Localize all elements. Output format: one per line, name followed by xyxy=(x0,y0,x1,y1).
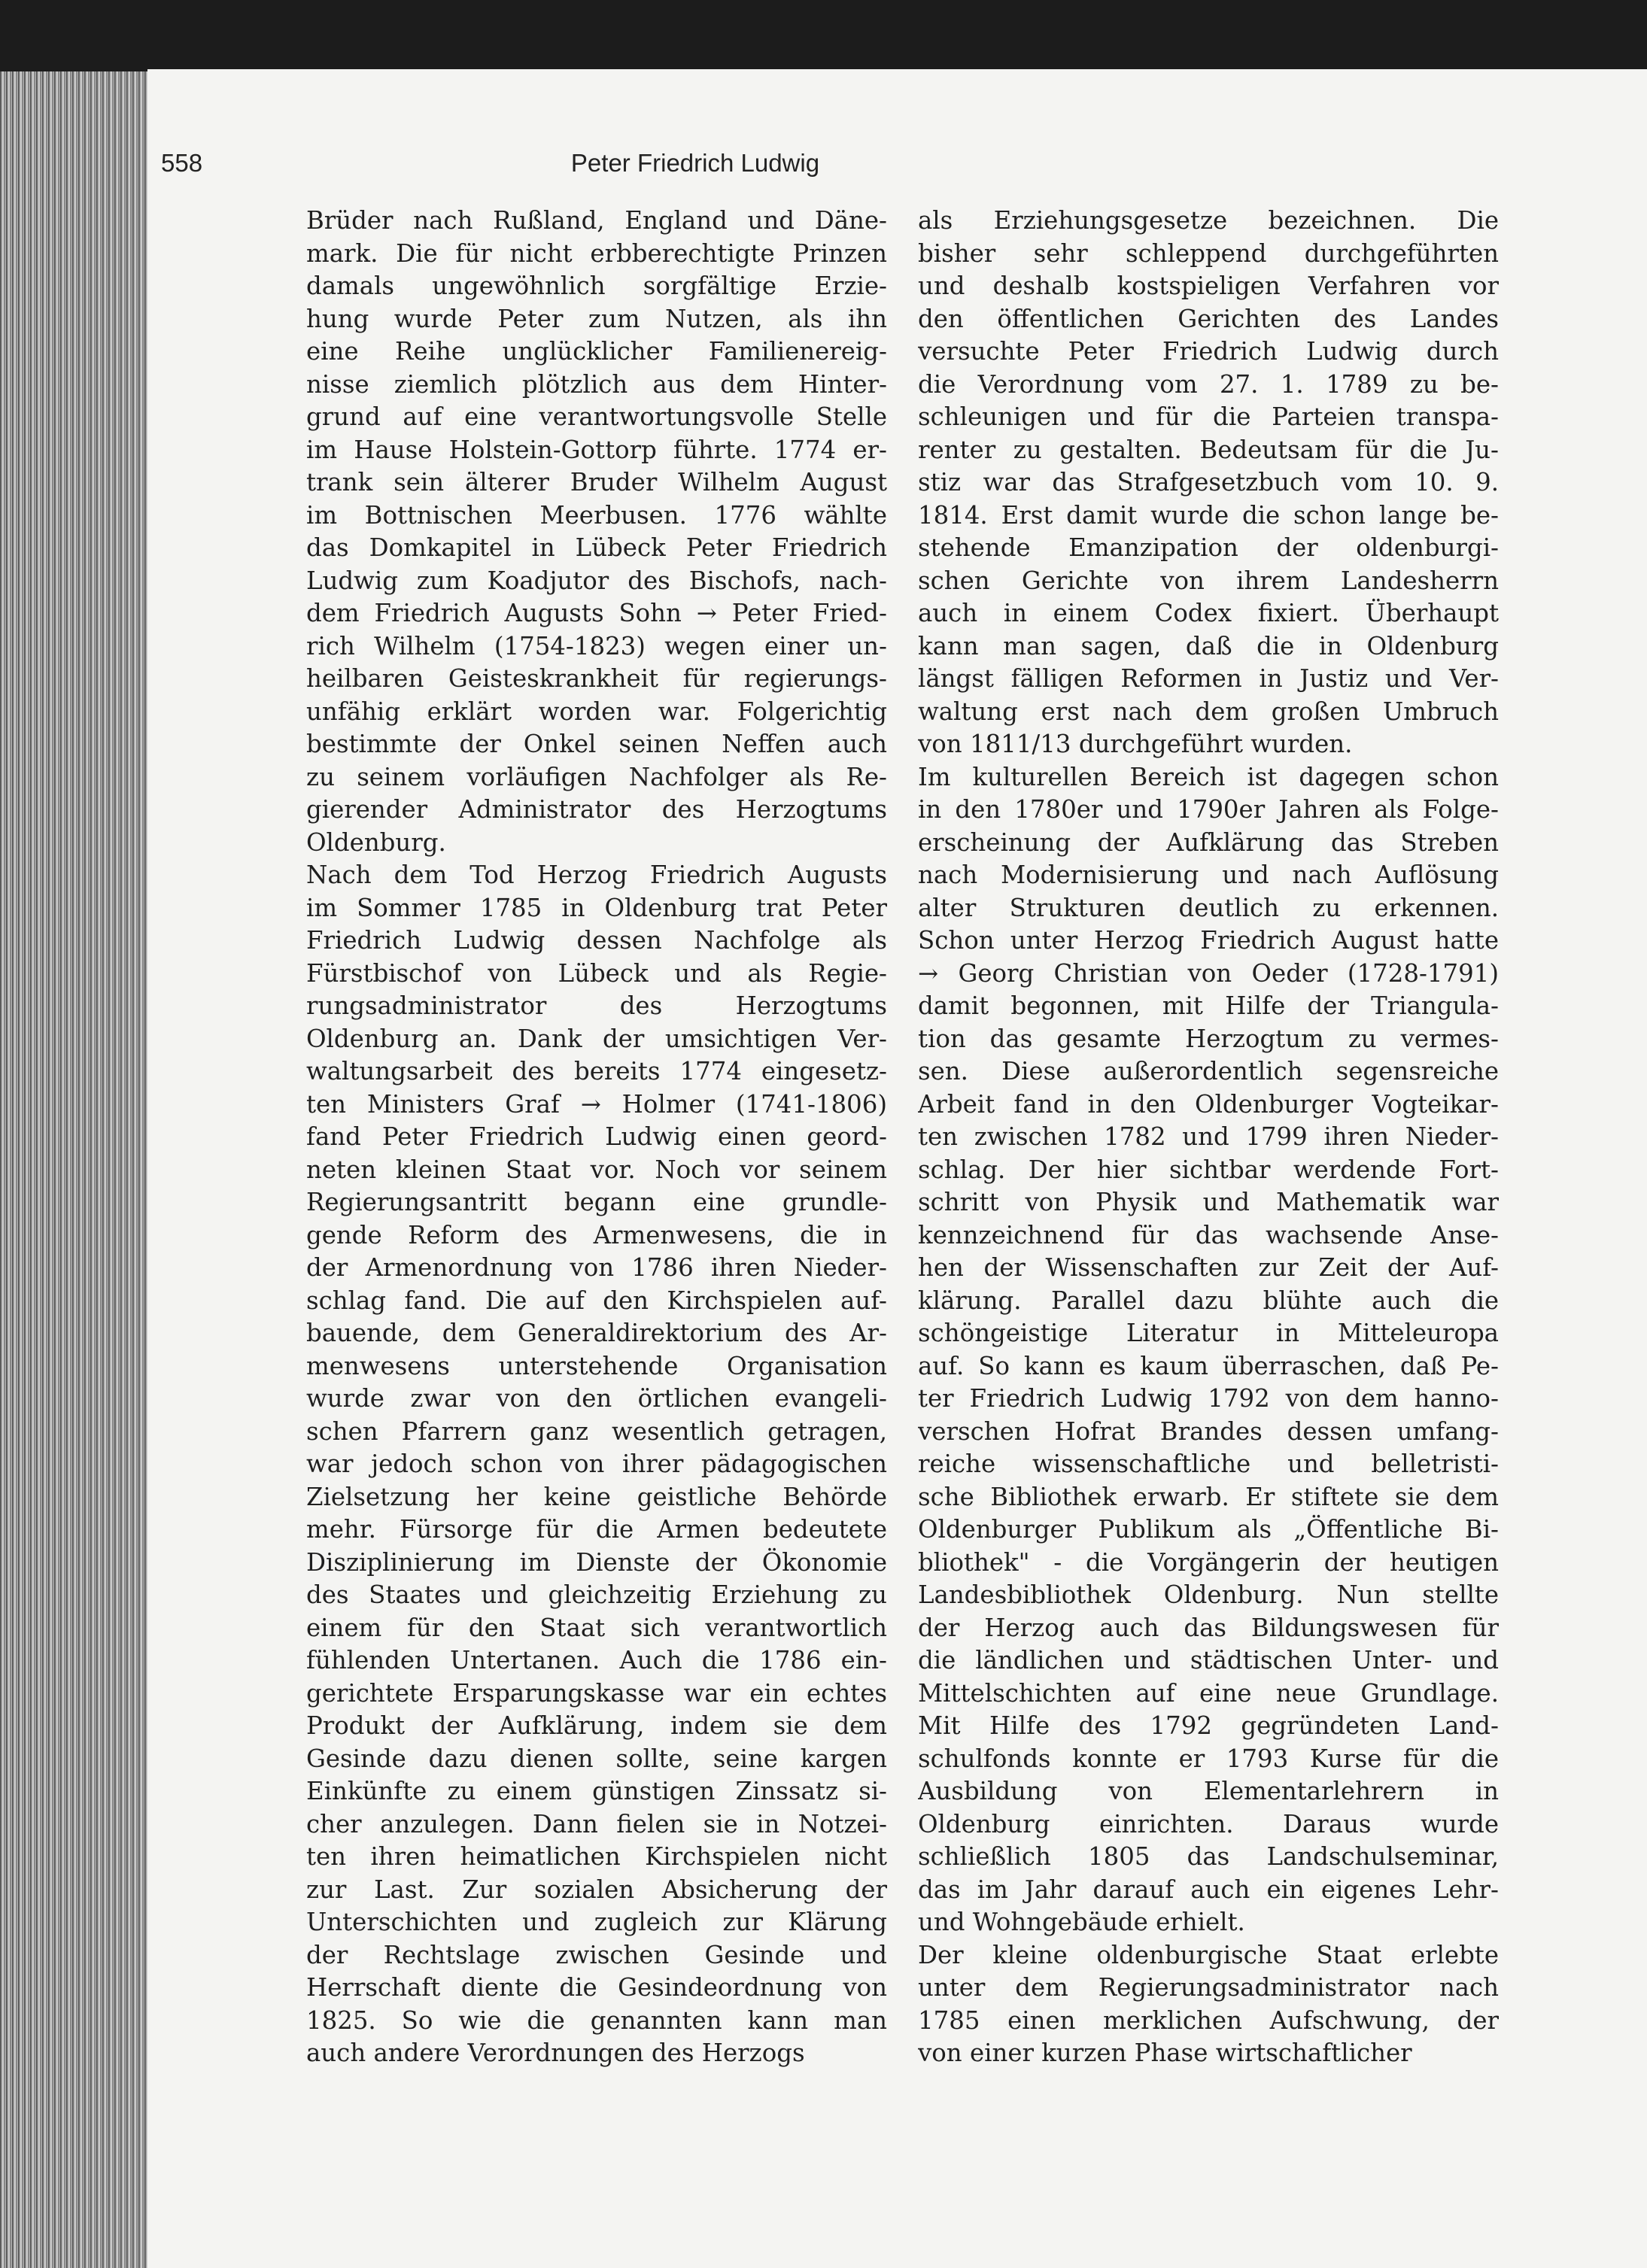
text-line: mehr. Fürsorge für die Armen bedeutete xyxy=(306,1515,887,1544)
text-line: Der kleine oldenburgische Staat erlebte xyxy=(918,1940,1499,1969)
text-line: bauende, dem Generaldirektorium des Ar- xyxy=(306,1319,887,1347)
text-line: trank sein älterer Bruder Wilhelm August xyxy=(306,468,887,496)
text-line: rich Wilhelm (1754-1823) wegen einer un- xyxy=(306,631,887,660)
text-line: unter dem Regierungsadministrator nach xyxy=(918,1973,1499,2002)
text-line: bestimmte der Onkel seinen Neffen auch xyxy=(306,730,887,758)
text-line: damals ungewöhnlich sorgfältige Erzie- xyxy=(306,272,887,300)
text-line: gerichtete Ersparungskasse war ein echtes xyxy=(306,1678,887,1708)
text-line: Gesinde dazu dienen sollte, seine kargen xyxy=(306,1744,887,1773)
text-line: kann man sagen, daß die in Oldenburg xyxy=(918,631,1499,660)
text-line: neten kleinen Staat vor. Noch vor seinem xyxy=(306,1155,887,1184)
text-line: Regierungsantritt begann eine grundle- xyxy=(306,1188,887,1216)
text-line: Mittelschichten auf eine neue Grundlage. xyxy=(918,1678,1499,1708)
text-line: Ausbildung von Elementarlehrern in xyxy=(918,1777,1499,1805)
text-line: Ludwig zum Koadjutor des Bischofs, nach- xyxy=(306,566,887,595)
text-line: menwesens unterstehende Organisation xyxy=(306,1351,887,1380)
text-line: heilbaren Geisteskrankheit für regierungs- xyxy=(306,664,887,693)
text-column-left xyxy=(306,205,887,2070)
text-line: von einer kurzen Phase wirtschaftlicher xyxy=(918,2039,1412,2067)
text-line: rungsadministrator des Herzogtums xyxy=(306,991,887,1020)
text-line: gierender Administrator des Herzogtums xyxy=(306,795,887,824)
text-line: ten zwischen 1782 und 1799 ihren Nieder- xyxy=(918,1122,1499,1151)
text-line: zu seinem vorläufigen Nachfolger als Re- xyxy=(306,762,887,791)
text-line: des Staates und gleichzeitig Erziehung zu xyxy=(306,1580,887,1609)
text-line: schleunigen und für die Parteien transpa- xyxy=(918,402,1499,431)
text-line: bliothek" - die Vorgängerin der heutigen xyxy=(918,1547,1499,1577)
text-line: schen Pfarrern ganz wesentlich getragen, xyxy=(306,1416,887,1446)
text-line: sen. Diese außerordentlich segensreiche xyxy=(918,1057,1499,1085)
text-line: Oldenburg einrichten. Daraus wurde xyxy=(918,1809,1499,1838)
text-line: im Bottnischen Meerbusen. 1776 wählte xyxy=(306,500,887,530)
text-line: erscheinung der Aufklärung das Streben xyxy=(918,827,1499,857)
text-line: auch andere Verordnungen des Herzogs xyxy=(306,2039,805,2067)
text-line: fand Peter Friedrich Ludwig einen geord- xyxy=(306,1122,887,1151)
text-line: sche Bibliothek erwarb. Er stiftete sie dem xyxy=(918,1482,1499,1511)
text-line: stiz war das Strafgesetzbuch vom 10. 9. xyxy=(918,468,1499,496)
text-line: Schon unter Herzog Friedrich August hatte xyxy=(918,926,1499,955)
text-line: der Rechtslage zwischen Gesinde und xyxy=(306,1940,887,1969)
text-line: im Hause Holstein-Gottorp führte. 1774 er- xyxy=(306,435,887,464)
text-line: schließlich 1805 das Landschulseminar, xyxy=(918,1842,1499,1871)
text-line: Brüder nach Rußland, England und Däne- xyxy=(306,206,887,235)
text-line: und deshalb kostspieligen Verfahren vor xyxy=(918,272,1499,300)
text-line: gende Reform des Armenwesens, die in xyxy=(306,1220,887,1249)
text-line: dem Friedrich Augusts Sohn → Peter Fried- xyxy=(306,599,887,627)
text-line: und Wohngebäude erhielt. xyxy=(918,1908,1245,1936)
text-line: kennzeichnend für das wachsende Anse- xyxy=(918,1220,1499,1249)
text-line: 1825. So wie die genannten kann man xyxy=(306,2005,887,2035)
text-line: stehende Emanzipation der oldenburgi- xyxy=(918,533,1499,562)
text-line: auf. So kann es kaum überraschen, daß Pe- xyxy=(918,1351,1499,1380)
text-line: wurde zwar von den örtlichen evangeli- xyxy=(306,1384,887,1413)
text-line: der Armenordnung von 1786 ihren Nieder- xyxy=(306,1253,887,1282)
text-line: nach Modernisierung und nach Auflösung xyxy=(918,861,1499,889)
text-line: von 1811/13 durchgeführt wurden. xyxy=(918,730,1353,758)
page-header xyxy=(161,149,1229,194)
text-line: war jedoch schon von ihrer pädagogischen xyxy=(306,1450,887,1478)
text-line: die Verordnung vom 27. 1. 1789 zu be- xyxy=(918,369,1499,399)
text-line: verschen Hofrat Brandes dessen umfang- xyxy=(918,1416,1499,1446)
text-line: alter Strukturen deutlich zu erkennen. xyxy=(918,893,1499,922)
text-line: nisse ziemlich plötzlich aus dem Hinter- xyxy=(306,369,887,399)
text-line: Oldenburger Publikum als „Öffentliche Bi- xyxy=(918,1515,1499,1544)
text-line: bisher sehr schleppend durchgeführten xyxy=(918,238,1499,268)
text-line: tion das gesamte Herzogtum zu vermes- xyxy=(918,1024,1499,1053)
text-line: der Herzog auch das Bildungswesen für xyxy=(918,1613,1499,1642)
text-line: fühlenden Untertanen. Auch die 1786 ein- xyxy=(306,1646,887,1674)
text-line: das im Jahr darauf auch ein eigenes Lehr- xyxy=(918,1875,1499,1904)
text-line: unfähig erklärt worden war. Folgerichtig xyxy=(306,697,887,726)
text-line: Disziplinierung im Dienste der Ökonomie xyxy=(306,1547,887,1577)
text-line: Einkünfte zu einem günstigen Zinssatz si- xyxy=(306,1777,887,1805)
text-line: schulfonds konnte er 1793 Kurse für die xyxy=(918,1744,1499,1773)
text-line: versuchte Peter Friedrich Ludwig durch xyxy=(918,337,1499,366)
text-line: mark. Die für nicht erbberechtigte Prinzen xyxy=(306,238,887,268)
text-line: Fürstbischof von Lübeck und als Regie- xyxy=(306,958,887,988)
text-line: ten ihren heimatlichen Kirchspielen nicht xyxy=(306,1842,887,1871)
text-line: das Domkapitel in Lübeck Peter Friedrich xyxy=(306,533,887,562)
text-line: schen Gerichte von ihrem Landesherrn xyxy=(918,566,1499,595)
text-line: schöngeistige Literatur in Mitteleuropa xyxy=(918,1319,1499,1347)
text-line: Produkt der Aufklärung, indem sie dem xyxy=(306,1711,887,1740)
text-line: damit begonnen, mit Hilfe der Triangula- xyxy=(918,991,1499,1020)
text-column-right xyxy=(918,205,1499,2070)
text-line: schritt von Physik und Mathematik war xyxy=(918,1188,1499,1216)
text-line: schlag fand. Die auf den Kirchspielen auf- xyxy=(306,1286,887,1315)
text-line: ter Friedrich Ludwig 1792 von dem hanno- xyxy=(918,1384,1499,1413)
text-line: Landesbibliothek Oldenburg. Nun stellte xyxy=(918,1580,1499,1609)
text-line: Herrschaft diente die Gesindeordnung von xyxy=(306,1973,887,2002)
text-line: zur Last. Zur sozialen Absicherung der xyxy=(306,1875,887,1904)
text-line: den öffentlichen Gerichten des Landes xyxy=(918,304,1499,333)
text-line: → Georg Christian von Oeder (1728-1791) xyxy=(918,958,1499,988)
text-line: klärung. Parallel dazu blühte auch die xyxy=(918,1286,1499,1315)
text-line: hung wurde Peter zum Nutzen, als ihn xyxy=(306,304,887,333)
text-line: waltungsarbeit des bereits 1774 eingesetz- xyxy=(306,1057,887,1085)
text-line: Friedrich Ludwig dessen Nachfolge als xyxy=(306,926,887,955)
text-line: Im kulturellen Bereich ist dagegen schon xyxy=(918,762,1499,791)
text-line: reiche wissenschaftliche und belletristi- xyxy=(918,1450,1499,1478)
text-line: 1814. Erst damit wurde die schon lange be- xyxy=(918,500,1499,530)
text-line: im Sommer 1785 in Oldenburg trat Peter xyxy=(306,893,887,922)
text-line: schlag. Der hier sichtbar werdende Fort- xyxy=(918,1155,1499,1184)
text-line: renter zu gestalten. Bedeutsam für die Ju- xyxy=(918,435,1499,464)
text-line: eine Reihe unglücklicher Familienereig- xyxy=(306,337,887,366)
book-page-edges xyxy=(0,71,150,2268)
text-line: Oldenburg an. Dank der umsichtigen Ver- xyxy=(306,1024,887,1053)
text-line: grund auf eine verantwortungsvolle Stelle xyxy=(306,402,887,431)
text-line: 1785 einen merklichen Aufschwung, der xyxy=(918,2005,1499,2035)
text-line: in den 1780er und 1790er Jahren als Folge- xyxy=(918,795,1499,824)
text-line: Nach dem Tod Herzog Friedrich Augusts xyxy=(306,861,887,889)
text-line: cher anzulegen. Dann fielen sie in Notzei- xyxy=(306,1809,887,1838)
text-line: auch in einem Codex fixiert. Überhaupt xyxy=(918,599,1499,627)
text-line: hen der Wissenschaften zur Zeit der Auf- xyxy=(918,1253,1499,1282)
page-number: 558 xyxy=(161,149,203,177)
text-line: einem für den Staat sich verantwortlich xyxy=(306,1613,887,1642)
text-line: Mit Hilfe des 1792 gegründeten Land- xyxy=(918,1711,1499,1740)
text-line: Unterschichten und zugleich zur Klärung xyxy=(306,1908,887,1936)
text-line: Arbeit fand in den Oldenburger Vogteikar- xyxy=(918,1089,1499,1119)
text-line: waltung erst nach dem großen Umbruch xyxy=(918,697,1499,726)
text-line: Zielsetzung her keine geistliche Behörde xyxy=(306,1482,887,1511)
running-title: Peter Friedrich Ludwig xyxy=(570,149,820,177)
text-line: ten Ministers Graf → Holmer (1741-1806) xyxy=(306,1089,887,1119)
text-line: als Erziehungsgesetze bezeichnen. Die xyxy=(918,206,1499,235)
text-line: längst fälligen Reformen in Justiz und Ver- xyxy=(918,664,1499,693)
text-line: Oldenburg. xyxy=(306,827,446,857)
text-line: die ländlichen und städtischen Unter- und xyxy=(918,1646,1499,1674)
